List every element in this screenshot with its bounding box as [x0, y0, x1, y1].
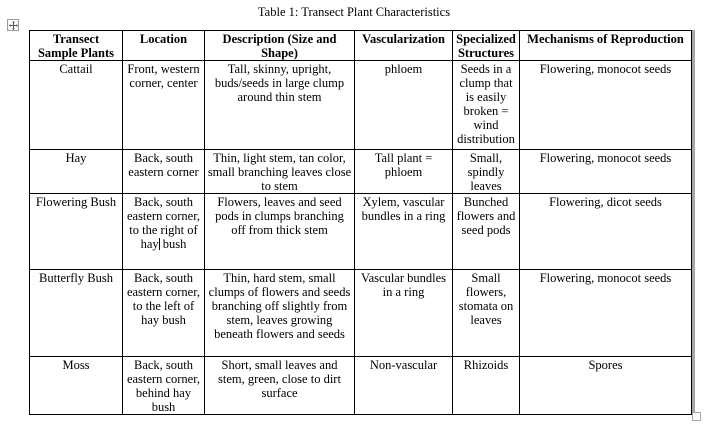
cell-location[interactable]: [123, 194, 205, 270]
column-header-plant[interactable]: Transect Sample Plants: [30, 31, 123, 61]
cell-vascularization[interactable]: phloem: [355, 61, 453, 150]
table-move-handle[interactable]: [7, 19, 19, 31]
table-row-cattail: [30, 61, 692, 150]
cell-plant-name[interactable]: Butterfly Bush: [30, 270, 123, 357]
cell-structures[interactable]: Seeds in a clump that is easily broken = wind distribution: [453, 61, 520, 150]
cell-plant-name[interactable]: Flowering Bush: [30, 194, 123, 270]
move-icon: [9, 21, 18, 30]
cell-reproduction[interactable]: Flowering, monocot seeds: [520, 270, 692, 357]
cell-description[interactable]: Tall, skinny, upright, buds/seeds in large clump around thin stem: [205, 61, 355, 150]
cell-reproduction[interactable]: Flowering, monocot seeds: [520, 61, 692, 150]
table-resize-handle[interactable]: [692, 412, 701, 421]
cell-structures[interactable]: Rhizoids: [453, 357, 520, 415]
cell-reproduction[interactable]: Flowering, monocot seeds: [520, 150, 692, 194]
cell-reproduction[interactable]: Flowering, dicot seeds: [520, 194, 692, 270]
cell-vascularization[interactable]: Non-vascular: [355, 357, 453, 415]
cell-text: Back, south eastern corner, to the right of hay: [126, 195, 201, 251]
header-row: [30, 31, 692, 61]
cell-structures[interactable]: Small flowers, stomata on leaves: [453, 270, 520, 357]
cell-vascularization[interactable]: Tall plant = phloem: [355, 150, 453, 194]
column-header-location[interactable]: Location: [123, 31, 205, 61]
table-row-moss: [30, 357, 692, 415]
cell-reproduction[interactable]: Spores: [520, 357, 692, 415]
column-header-vascularization[interactable]: Vascularization: [355, 31, 453, 61]
cell-location[interactable]: Back, south eastern corner: [123, 150, 205, 194]
cell-vascularization[interactable]: Vascular bundles in a ring: [355, 270, 453, 357]
cell-plant-name[interactable]: Cattail: [30, 61, 123, 150]
cell-structures[interactable]: Small, spindly leaves: [453, 150, 520, 194]
cell-vascularization[interactable]: Xylem, vascular bundles in a ring: [355, 194, 453, 270]
text-cursor: [159, 238, 160, 250]
table-caption[interactable]: Table 1: Transect Plant Characteristics: [257, 5, 451, 19]
table-row-butterfly-bush: [30, 270, 692, 357]
cell-description[interactable]: Flowers, leaves and seed pods in clumps branching off from thick stem: [205, 194, 355, 270]
plant-characteristics-table: [29, 30, 692, 415]
cell-plant-name[interactable]: Hay: [30, 150, 123, 194]
cell-text: bush: [162, 237, 187, 251]
column-header-reproduction[interactable]: Mechanisms of Reproduction: [520, 31, 692, 61]
cell-plant-name[interactable]: Moss: [30, 357, 123, 415]
cell-location[interactable]: Front, western corner, center: [123, 61, 205, 150]
table-outer-border-right: [692, 30, 695, 413]
cell-location[interactable]: Back, south eastern corner, behind hay bush: [123, 357, 205, 415]
cell-description[interactable]: Thin, light stem, tan color, small branching leaves close to stem: [205, 150, 355, 194]
cell-structures[interactable]: Bunched flowers and seed pods: [453, 194, 520, 270]
cell-description[interactable]: Thin, hard stem, small clumps of flowers and seeds branching off slightly from stem, leaves growing beneath flowers and seeds: [205, 270, 355, 357]
cell-location[interactable]: Back, south eastern corner, to the left of hay bush: [123, 270, 205, 357]
column-header-description[interactable]: Description (Size and Shape): [205, 31, 355, 61]
column-header-structures[interactable]: Specialized Structures: [453, 31, 520, 61]
table-row-flowering-bush: [30, 194, 692, 270]
cell-description[interactable]: Short, small leaves and stem, green, close to dirt surface: [205, 357, 355, 415]
table-row-hay: [30, 150, 692, 194]
